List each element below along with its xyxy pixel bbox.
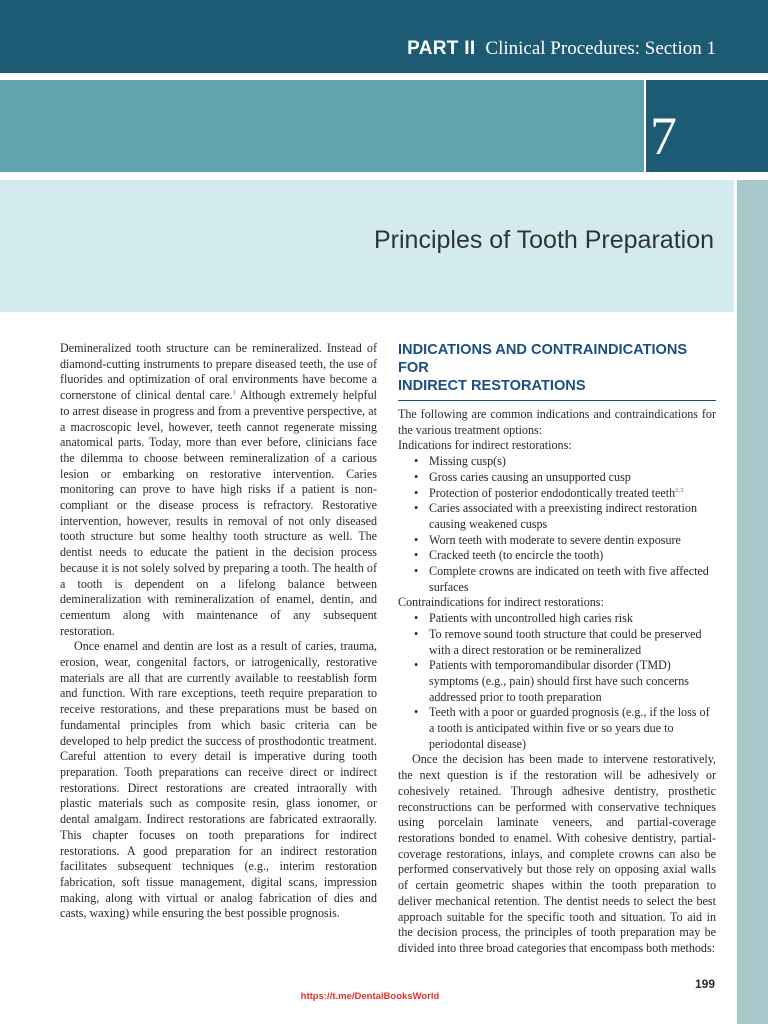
list-item: • Caries associated with a preexisting indirect restoration causing weakened cusps [398, 501, 716, 532]
list-item: • Gross caries causing an unsupported cusp [398, 470, 716, 486]
citation-ref: 2,3 [675, 486, 684, 494]
list-item: • Worn teeth with moderate to severe dentin exposure [398, 533, 716, 549]
list-item: • Patients with uncontrolled high caries risk [398, 611, 716, 627]
list-item: • Missing cusp(s) [398, 454, 716, 470]
watermark-link[interactable]: https://t.me/DentalBooksWorld [300, 991, 440, 1002]
list-item: • Teeth with a poor or guarded prognosis (e.g., if the loss of a tooth is anticipated within five or so years due to periodontal disease) [398, 705, 716, 752]
list-item: • To remove sound tooth structure that could be preserved with a direct restoration or be remineralized [398, 627, 716, 658]
contraindications-label: Contraindications for indirect restorations: [398, 595, 604, 610]
chapter-title: Principles of Tooth Preparation [373, 226, 714, 254]
right-text-column [398, 341, 716, 957]
part-section-title [407, 38, 716, 60]
part-label: PART II [407, 38, 476, 59]
page-side-strip [737, 180, 768, 1024]
body-paragraph-1: Demineralized tooth structure can be remineralized. Instead of diamond-cutting instruments to prepare diseased teeth, the use of fluorides and optimization of oral environments have become a cornerstone of clinical dental care.$^1$ Although extremely helpful to arrest disease in progress and from a preventive perspective, at a macroscopic level, however, teeth cannot regenerate missing anatomical parts. Today, more than ever before, clinicians face the dilemma to choose between remineralization of a carious lesion or embarking on restorative intervention. Caries monitoring can prove to have high risks if a patient is non-compliant or the disease process is refractory. Restorative intervention, however, results in removal of not only diseased tooth structure but some healthy tooth structure as well. The dentist needs to educate the patient in the decision process because it is not solely solved by preparing a tooth. The health of a tooth is dependent on a lifelong balance between demineralization with remineralization of enamel, dentin, and cementum along with maintenance of any subsequent restoration. [60, 341, 377, 638]
citation-ref: 1 [232, 389, 236, 397]
indications-label: Indications for indirect restorations: [398, 438, 572, 453]
intro-paragraph: The following are common indications and contraindications for the various treatment options: [398, 407, 716, 437]
chapter-number: 7 [650, 106, 677, 166]
list-item: • Complete crowns are indicated on teeth with five affected surfaces [398, 564, 716, 595]
list-item: • Patients with temporomandibular disorder (TMD) symptoms (e.g., pain) should first have such concerns addressed prior to tooth preparation [398, 658, 716, 705]
list-item: • Cracked teeth (to encircle the tooth) [398, 548, 716, 564]
contraindications-list [398, 611, 716, 752]
body-paragraph-2: Once enamel and dentin are lost as a result of caries, trauma, erosion, wear, congenital factors, or iatrogenically, restorative materials are all that are currently available to reestablish form and function. With rare exceptions, teeth require preparation to receive restorations, and these preparations must be based on fundamental principles from which basic criteria can be developed to help predict the success of prosthodontic treatment. Careful attention to every detail is imperative during tooth preparation. Tooth preparations can receive direct or indirect restorations. Direct restorations are created intraorally with plastic materials such as composite resin, glass ionomer, or dental amalgam. Indirect restorations are fabricated extraorally. This chapter focuses on tooth preparations for indirect restorations. A good preparation for an indirect restoration facilitates subsequent techniques (e.g., interim restoration fabrication, soft tissue management, digital scans, impression making, along with virtual or analog fabrication of dies and casts, waxing) while ensuring the best possible prognosis. [60, 639, 377, 921]
section-heading: INDICATIONS AND CONTRAINDICATIONS FOR INDIRECT RESTORATIONS [398, 341, 716, 401]
left-text-column [60, 341, 377, 922]
header-top-band [0, 0, 768, 73]
section-label: Clinical Procedures: Section 1 [485, 38, 716, 59]
list-item: • Protection of posterior endodontically treated teeth$^{2,3}$ [398, 486, 716, 502]
page-number: 199 [695, 977, 716, 991]
header-teal-band [0, 80, 644, 172]
closing-paragraph: Once the decision has been made to intervene restoratively, the next question is if the restoration will be adhesively or cohesively retained. Through adhesive dentistry, prosthetic reconstructions can be performed with conservative techniques using porcelain laminate veneers, and partial-coverage restorations bonded to enamel. With cohesive dentistry, partial-coverage restorations, inlays, and complete crowns can also be performed conservatively but those rely on opposing axial walls of certain geometric shapes within the tooth preparation to deliver mechanical retention. The dentist needs to select the best approach suitable for the specific tooth and situation. To aid in the decision process, the principles of tooth preparation may be divided into three broad categories that encompass both methods: [398, 752, 716, 955]
indications-list [398, 454, 716, 595]
